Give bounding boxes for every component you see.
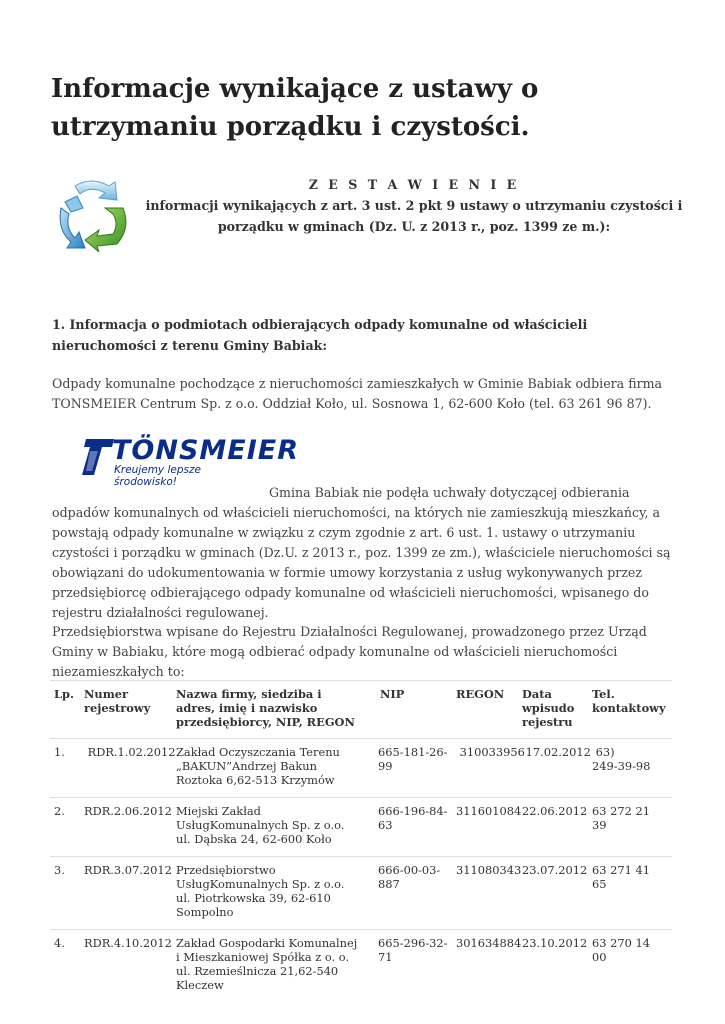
cell-firm: Przedsiębiorstwo UsługKomunalnych Sp. z o.o. ul. Piotrkowska 39, 62-610 Sompolno <box>176 863 345 919</box>
tonsmeier-logo-slogan: Kreujemy lepsze środowisko! <box>114 464 201 488</box>
tonsmeier-mark-icon <box>80 435 114 475</box>
header-lp: Lp. <box>54 687 74 701</box>
cell-date: 23.10.2012 <box>522 936 588 950</box>
cell-regon: 311601084 <box>456 804 522 818</box>
cell-number: RDR.1.02.2012 <box>84 745 176 759</box>
recycle-icon <box>53 178 133 252</box>
cell-lp: 3. <box>54 863 65 877</box>
cell-number: RDR.2.06.2012 <box>84 804 172 818</box>
cell-number: RDR.3.07.2012 <box>84 863 172 877</box>
cell-regon: 301634884 <box>456 936 522 950</box>
cell-lp: 4. <box>54 936 65 950</box>
cell-nip: 666-196-84-63 <box>378 804 448 832</box>
cell-regon: 311080343 <box>456 863 522 877</box>
section-heading: 1. Informacja o podmiotach odbierających odpady komunalne od właścicieli nieruchomości z terenu Gminy Babiak: <box>52 317 588 353</box>
page-title: Informacje wynikające z ustawy o utrzymaniu porządku i czystości. <box>51 74 539 142</box>
tonsmeier-logo-name: TÖNSMEIER <box>112 435 300 466</box>
cell-phone: 63 271 41 65 <box>592 863 650 891</box>
summary-block <box>140 174 688 237</box>
cell-number: RDR.4.10.2012 <box>84 936 172 950</box>
cell-date: 23.07.2012 <box>522 863 588 877</box>
cell-nip: 665-296-32-71 <box>378 936 448 964</box>
table-header-row <box>50 681 672 739</box>
registry-intro-paragraph: Przedsiębiorstwa wpisane do Rejestru Działalności Regulowanej, prowadzonego przez Urząd Gminy w Babiaku, które mogą odbierać odpady komunalne od właścicieli nieruchomości niezamieszkałych to: <box>52 624 647 679</box>
tonsmeier-logo <box>80 434 300 488</box>
cell-phone: 63 270 14 00 <box>592 936 650 964</box>
header-date: Data wpisudo rejestru <box>522 687 575 729</box>
summary-text: informacji wynikających z art. 3 ust. 2 pkt 9 ustawy o utrzymaniu czystości i porządku w gminach (Dz. U. z 2013 r., poz. 1399 ze m.): <box>145 198 683 234</box>
cell-firm: Miejski Zakład UsługKomunalnych Sp. z o.o. ul. Dąbska 24, 62-600 Koło <box>176 804 345 846</box>
table-row <box>50 930 672 1003</box>
cell-firm: Zakład Gospodarki Komunalnej i Mieszkaniowej Spółka z o. o. ul. Rzemieślnicza 21,62-540 Kleczew <box>176 936 358 992</box>
collector-paragraph: Odpady komunalne pochodzące z nieruchomości zamieszkałych w Gminie Babiak odbiera firma TONSMEIER Centrum Sp. z o.o. Oddział Koło, ul. Sosnowa 1, 62-600 Koło (tel. 63 261 96 87). <box>52 376 663 411</box>
header-phone: Tel. kontaktowy <box>592 687 666 715</box>
table-row <box>50 857 672 930</box>
header-number: Numer rejestrowy <box>84 687 151 715</box>
header-firm: Nazwa firmy, siedziba i adres, imię i nazwisko przedsiębiorcy, NIP, REGON <box>176 687 355 729</box>
regulation-paragraph: Gmina Babiak nie podęła uchwały dotyczącej odbierania odpadów komunalnych od właścicieli nieruchomości, na których nie zamieszkują mieszkańcy, a powstają odpady komunalne w związku z czym zgodnie z art. 6 ust. 1. ustawy o utrzymaniu czystości i porządku w gminach (Dz.U. z 2013 r., poz. 1399 ze zm.), właściciele nieruchomości są obowiązani do udokumentowania w formie umowy korzystania z usług wykonywanych przez przedsiębiorcę odbierającego odpady komunalne od właścicieli nieruchomości, wpisanego do rejestru działalności regulowanej. <box>52 485 671 620</box>
cell-lp: 1. <box>54 745 65 759</box>
cell-nip: 665-181-26-99 <box>378 745 448 773</box>
cell-date: 17.02.2012 <box>522 745 591 759</box>
registry-table <box>50 680 672 1002</box>
cell-phone: 63) 249-39-98 <box>592 745 651 773</box>
cell-phone: 63 272 21 39 <box>592 804 650 832</box>
cell-lp: 2. <box>54 804 65 818</box>
summary-heading: Z E S T A W I E N I E <box>308 177 520 192</box>
header-regon: REGON <box>456 687 505 701</box>
cell-firm: Zakład Oczyszczania Terenu „BAKUN”Andrzej Bakun Roztoka 6,62-513 Krzymów <box>176 745 340 787</box>
header-nip: NIP <box>380 687 405 701</box>
cell-date: 22.06.2012 <box>522 804 588 818</box>
cell-regon: 310033956 <box>456 745 525 759</box>
table-row <box>50 739 672 798</box>
cell-nip: 666-00-03-887 <box>378 863 441 891</box>
table-row <box>50 798 672 857</box>
